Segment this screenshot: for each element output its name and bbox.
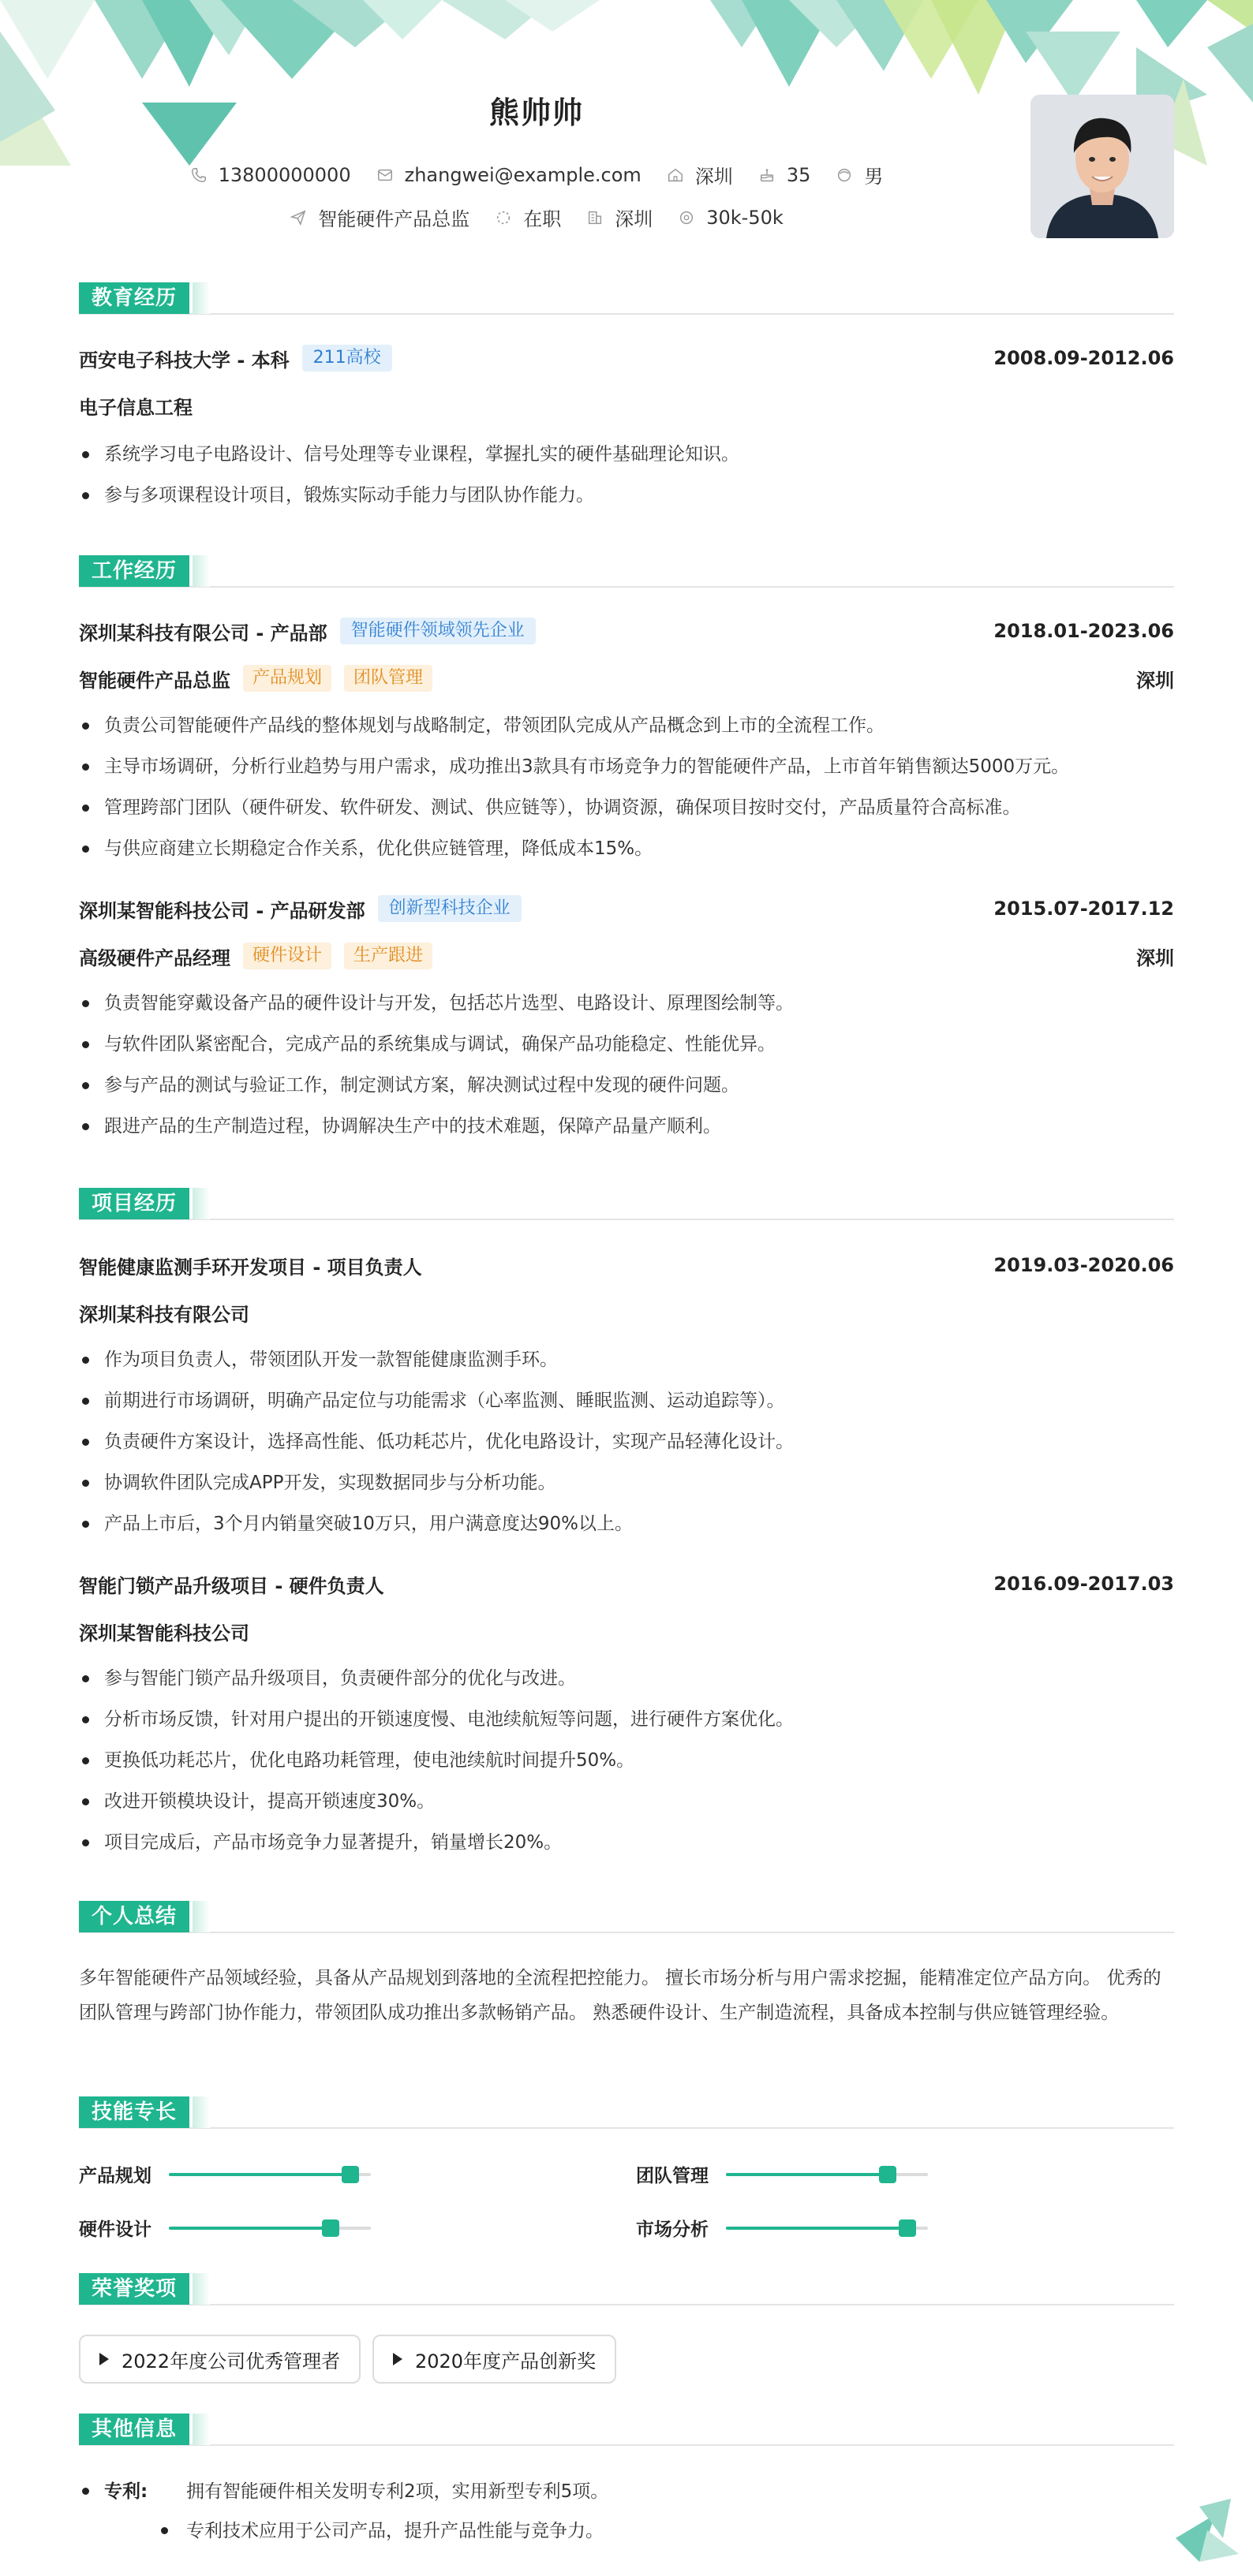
education-section-header [79, 282, 1174, 314]
profile-photo [1030, 95, 1174, 238]
section-divider [79, 2127, 1174, 2129]
patent-label: 专利: [104, 2481, 148, 2502]
list-item: 负责硬件方案设计，选择高性能、低功耗芯片，优化电路设计，实现产品轻薄化设计。 [79, 1421, 1174, 1462]
education-bullets [79, 434, 1174, 516]
location-info [667, 161, 733, 189]
skill-bar-knob [879, 2166, 896, 2183]
list-item: 管理跨部门团队（硬件研发、软件研发、测试、供应链等），协调资源，确保项目按时交付，产品质量符合高标准。 [79, 787, 1174, 828]
list-item: 参与智能门锁产品升级项目，负责硬件部分的优化与改进。 [79, 1658, 1174, 1699]
other-section-header [79, 2414, 1174, 2445]
list-item: 产品上市后，3个月内销量突破10万只，用户满意度达90%以上。 [79, 1503, 1174, 1544]
section-title-tail [193, 282, 210, 314]
list-item: 参与多项课程设计项目，锻炼实际动手能力与团队协作能力。 [79, 475, 1174, 516]
award-item [79, 2335, 361, 2384]
bullet-dot [161, 2527, 168, 2534]
company-badge: 智能硬件领域领先企业 [340, 618, 536, 644]
summary-text: 多年智能硬件产品领域经验，具备从产品规划到落地的全流程把控能力。 擅长市场分析与用户需求挖掘，能精准定位产品方向。 优秀的团队管理与跨部门协作能力，带领团队成功推出多款畅销产品。 熟悉硬件设计、生产制造流程，具备成本控制与供应链管理经验。 [79, 1968, 1161, 2023]
skill-bar-knob [322, 2219, 339, 2237]
job-role: 智能硬件产品总监 [79, 669, 230, 692]
list-item: 项目完成后，产品市场竞争力显著提升，销量增长20%。 [79, 1822, 1174, 1863]
patent-sub-text: 专利技术应用于公司产品，提升产品性能与竞争力。 [186, 2521, 604, 2541]
building-icon [586, 209, 604, 226]
summary-section-header [79, 1901, 1174, 1932]
company-name: 深圳某智能科技公司 - 产品研发部 [79, 899, 365, 922]
job-bullets [79, 983, 1174, 1147]
age-info [758, 164, 811, 186]
list-item: 主导市场调研，分析行业趋势与用户需求，成功推出3款具有市场竞争力的智能硬件产品，上市首年销售额达5000万元。 [79, 746, 1174, 787]
section-title-tail [193, 2273, 210, 2305]
awards-section-header [79, 2273, 1174, 2305]
list-item: 改进开锁模块设计，提高开锁速度30%。 [79, 1781, 1174, 1822]
coin-icon [678, 209, 695, 226]
list-item: 与软件团队紧密配合，完成产品的系统集成与调试，确保产品功能稳定、性能优异。 [79, 1024, 1174, 1065]
job-role-row [79, 942, 1174, 970]
project-date: 2019.03-2020.06 [993, 1254, 1174, 1276]
candidate-name: 熊帅帅 [488, 95, 584, 130]
phone-info [190, 164, 351, 186]
salary-text: 30k-50k [706, 206, 784, 229]
skill-label: 市场分析 [636, 2219, 709, 2240]
list-item: 负责公司智能硬件产品线的整体规划与战略制定，带领团队完成从产品概念到上市的全流程工作。 [79, 705, 1174, 746]
email-info [376, 164, 641, 186]
skill-item [79, 2161, 371, 2187]
status-info [495, 203, 561, 231]
skill-tag: 产品规划 [243, 665, 331, 692]
section-title: 教育经历 [79, 282, 189, 314]
cake-icon [758, 166, 776, 184]
patent-sub-row [79, 2516, 1174, 2544]
list-item: 系统学习电子电路设计、信号处理等专业课程，掌握扎实的硬件基础理论知识。 [79, 434, 1174, 475]
list-item: 参与产品的测试与验证工作，制定测试方案，解决测试过程中发现的硬件问题。 [79, 1065, 1174, 1106]
patent-text: 拥有智能硬件相关发明专利2项，实用新型专利5项。 [186, 2481, 609, 2502]
company-name: 深圳某科技有限公司 - 产品部 [79, 622, 327, 644]
project-section-header [79, 1188, 1174, 1219]
section-title: 荣誉奖项 [79, 2273, 189, 2305]
home-icon [667, 166, 684, 184]
work-section-header [79, 555, 1174, 587]
skill-label: 硬件设计 [79, 2219, 151, 2240]
section-title: 其他信息 [79, 2414, 189, 2445]
school-name: 西安电子科技大学 - 本科 [79, 349, 290, 371]
city-text: 深圳 [615, 208, 653, 230]
phone-icon [190, 166, 208, 184]
paper-plane-icon [290, 209, 307, 226]
section-title-tail [193, 1901, 210, 1932]
project-bullets [79, 1658, 1174, 1863]
location-text: 深圳 [694, 166, 733, 188]
list-item: 分析市场反馈，针对用户提出的开锁速度慢、电池续航短等问题，进行硬件方案优化。 [79, 1699, 1174, 1740]
skill-tag: 硬件设计 [243, 943, 331, 969]
job-role-row [79, 664, 1174, 693]
project-bullets [79, 1339, 1174, 1544]
job-city: 深圳 [1136, 669, 1174, 692]
skill-item [636, 2161, 928, 2187]
patent-row [79, 2477, 1174, 2505]
job-header-row [79, 617, 1174, 645]
play-arrow-icon [99, 2353, 109, 2365]
award-label: 2020年度产品创新奖 [415, 2350, 597, 2373]
project-header-row [79, 1251, 1174, 1279]
skills-section-header [79, 2096, 1174, 2128]
age-text: 35 [786, 163, 811, 186]
section-title: 项目经历 [79, 1188, 189, 1219]
list-item: 负责智能穿戴设备产品的硬件设计与开发，包括芯片选型、电路设计、原理图绘制等。 [79, 983, 1174, 1024]
major-name: 电子信息工程 [79, 396, 193, 419]
person-icon [836, 166, 853, 184]
play-arrow-icon [393, 2353, 402, 2365]
section-divider [79, 2444, 1174, 2446]
skill-item [79, 2215, 371, 2241]
position-text: 智能硬件产品总监 [318, 208, 470, 230]
list-item: 跟进产品的生产制造过程，协调解决生产中的技术难题，保障产品量产顺利。 [79, 1106, 1174, 1147]
company-badge: 创新型科技企业 [378, 895, 522, 922]
skill-bar-fill [726, 2173, 888, 2176]
loading-icon [495, 209, 512, 226]
skill-bar [169, 2173, 371, 2176]
skill-bar-fill [726, 2227, 907, 2230]
section-title-tail [193, 555, 210, 587]
project-company-row [79, 1617, 1174, 1645]
job-date: 2018.01-2023.06 [993, 620, 1174, 642]
job-header-row [79, 894, 1174, 923]
city-info [586, 203, 653, 231]
section-divider [79, 1932, 1174, 1933]
list-item: 与供应商建立长期稳定合作关系，优化供应链管理，降低成本15%。 [79, 828, 1174, 869]
skill-tag: 团队管理 [344, 665, 432, 692]
project-header-row [79, 1570, 1174, 1598]
project-name: 智能健康监测手环开发项目 - 项目负责人 [79, 1256, 422, 1279]
skill-label: 产品规划 [79, 2166, 151, 2186]
list-item: 作为项目负责人，带领团队开发一款智能健康监测手环。 [79, 1339, 1174, 1380]
project-company: 深圳某智能科技公司 [79, 1622, 249, 1645]
project-name: 智能门锁产品升级项目 - 硬件负责人 [79, 1574, 384, 1597]
award-item [372, 2335, 616, 2384]
gender-text: 男 [864, 166, 884, 188]
list-item: 前期进行市场调研，明确产品定位与功能需求（心率监测、睡眠监测、运动追踪等）。 [79, 1380, 1174, 1421]
skill-item [636, 2215, 928, 2241]
job-city: 深圳 [1136, 946, 1174, 969]
section-divider [79, 313, 1174, 315]
job-role: 高级硬件产品经理 [79, 946, 230, 969]
section-title-tail [193, 1188, 210, 1219]
section-title-tail [193, 2414, 210, 2445]
bullet-dot [82, 2488, 89, 2495]
gender-info [836, 161, 883, 189]
mail-icon [376, 166, 394, 184]
section-title-tail [193, 2096, 210, 2128]
email-text: zhangwei@example.com [404, 163, 641, 186]
section-title: 工作经历 [79, 555, 189, 587]
skill-bar-fill [169, 2227, 331, 2230]
project-company: 深圳某科技有限公司 [79, 1303, 249, 1326]
position-info [290, 203, 469, 231]
skill-bar [726, 2173, 928, 2176]
school-badge: 211高校 [302, 345, 392, 371]
section-title: 技能专长 [79, 2096, 189, 2128]
skill-bar [726, 2227, 928, 2230]
list-item: 协调软件团队完成APP开发，实现数据同步与分析功能。 [79, 1462, 1174, 1503]
section-divider [79, 1219, 1174, 1220]
job-bullets [79, 705, 1174, 869]
education-row [79, 344, 1174, 372]
project-company-row [79, 1298, 1174, 1327]
section-divider [79, 2304, 1174, 2305]
skill-bar-fill [169, 2173, 350, 2176]
skill-label: 团队管理 [636, 2166, 709, 2186]
skill-bar-knob [342, 2166, 359, 2183]
list-item: 更换低功耗芯片，优化电路功耗管理，使电池续航时间提升50%。 [79, 1740, 1174, 1781]
section-title: 个人总结 [79, 1901, 189, 1932]
status-text: 在职 [523, 208, 562, 230]
phone-text: 13800000000 [218, 163, 351, 186]
section-divider [79, 586, 1174, 588]
skill-bar-knob [899, 2219, 916, 2237]
award-label: 2022年度公司优秀管理者 [122, 2350, 341, 2373]
education-date: 2008.09-2012.06 [993, 347, 1174, 369]
project-date: 2016.09-2017.03 [993, 1573, 1174, 1595]
salary-info [678, 207, 784, 229]
job-date: 2015.07-2017.12 [993, 898, 1174, 920]
avatar-icon [1030, 95, 1174, 238]
contact-info-row [0, 161, 1073, 189]
major-row [79, 391, 1174, 420]
skill-tag: 生产跟进 [344, 943, 432, 969]
skill-bar [169, 2227, 371, 2230]
job-intent-row [0, 203, 1073, 231]
